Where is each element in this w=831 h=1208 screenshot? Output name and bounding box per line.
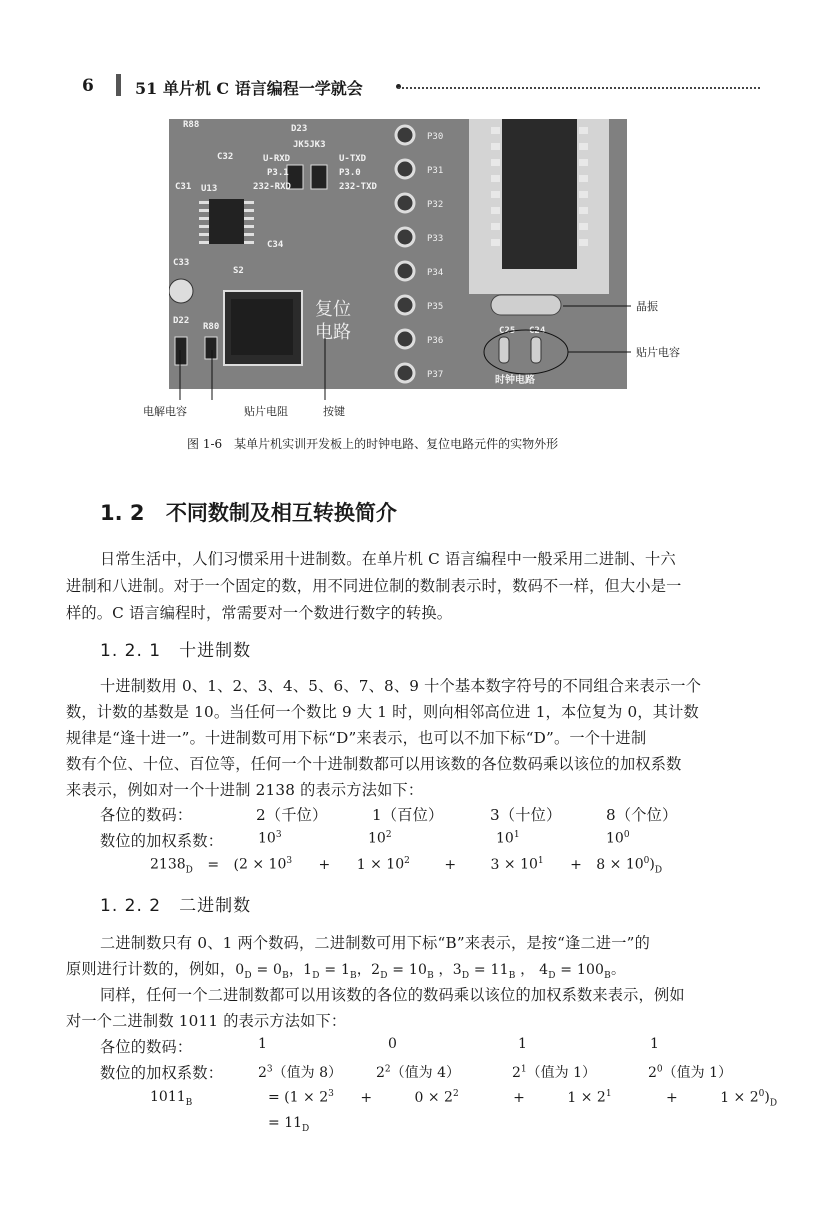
- silk-label: S2: [233, 266, 244, 276]
- decimal-equation: $2138_D = (2 \times 10^3 + 1 \times 10^2 + 3 \times 10^1 + 8 \times 10^0)_D$: [150, 856, 663, 876]
- silk-label: C25: [499, 326, 516, 336]
- pin-label: P32: [427, 200, 444, 210]
- binary-result: = $11_D$: [268, 1115, 310, 1134]
- silk-label: U13: [201, 184, 218, 194]
- binary-equation-lhs: $1011_B$: [150, 1089, 193, 1108]
- binary-weights-label: 数位的加权系数：: [100, 1064, 224, 1082]
- silk-label: 232-RXD: [253, 182, 291, 192]
- decimal-line: 十进制数用 0、1、2、3、4、5、6、7、8、9 十个基本数字符号的不同组合来表示一个: [100, 677, 702, 695]
- decimal-digits-label: 各位的数码：: [100, 806, 193, 824]
- silk-label: U-RXD: [263, 154, 291, 164]
- silk-label: C31: [175, 182, 192, 192]
- pin-label: P36: [427, 336, 444, 346]
- intro-line: 日常生活中，人们习惯采用十进制数。在单片机 C 语言编程中一般采用二进制、十六: [100, 550, 676, 568]
- binary-weight: $2^1$（值为 1）: [512, 1064, 597, 1081]
- silk-label: P3.0: [339, 168, 361, 178]
- reset-circuit-label: 复位: [315, 299, 351, 320]
- intro-line: 样的。C 语言编程时，常需要对一个数进行数字的转换。: [66, 604, 453, 622]
- section-heading: [100, 497, 397, 527]
- decimal-digit: 3（十位）: [490, 806, 562, 824]
- silk-label: C32: [217, 152, 234, 162]
- board-photo-drawing: [169, 119, 627, 389]
- silk-label: R80: [203, 322, 220, 332]
- binary-line: 二进制数只有 0、1 两个数码，二进制数可用下标“B”来表示，是按“逢二进一”的: [100, 934, 651, 952]
- callout-smd-capacitor: 贴片电容: [636, 346, 680, 359]
- electrolytic-cap: [169, 279, 193, 303]
- binary-weight: $2^0$（值为 1）: [648, 1064, 733, 1081]
- silk-label: C34: [267, 240, 284, 250]
- pin-label: P33: [427, 234, 444, 244]
- decimal-weight: $10^3$: [258, 830, 282, 847]
- pin-label: P30: [427, 132, 444, 142]
- header-rule: [398, 87, 760, 89]
- binary-digit: 1: [518, 1036, 527, 1052]
- callout-electrolytic-capacitor: 电解电容: [143, 405, 187, 418]
- binary-digits-label: 各位的数码：: [100, 1038, 193, 1056]
- silk-label: R88: [183, 120, 200, 130]
- pin-label: P34: [427, 268, 444, 278]
- reset-circuit-label: 电路: [315, 322, 351, 343]
- decimal-weights-label: 数位的加权系数：: [100, 832, 224, 850]
- decimal-line: 数有个位、十位、百位等，任何一个十进制数都可以用该数的各位数码乘以该位的加权系数: [66, 755, 682, 773]
- callout-smd-resistor: 贴片电阻: [244, 405, 288, 418]
- section-number: 1. 2: [100, 501, 145, 525]
- header-bar: [116, 74, 121, 96]
- silk-label: D22: [173, 316, 190, 326]
- binary-examples: $0_D = 0_B$，$1_D = 1_B$，$2_D = 10_B$ ，$3_D = 11_B$ ， $4_D = 100_B$。: [235, 962, 626, 981]
- silk-label: 232-TXD: [339, 182, 377, 192]
- decimal-weight: $10^1$: [496, 830, 520, 847]
- binary-line: 同样，任何一个二进制数都可以用该数的各位的数码乘以该位的加权系数来表示，例如: [100, 986, 685, 1004]
- subsection-heading-decimal: 1. 2. 1 十进制数: [100, 641, 252, 661]
- silk-label: C33: [173, 258, 190, 268]
- pin-label: P31: [427, 166, 444, 176]
- decimal-digit: 1（百位）: [372, 806, 444, 824]
- silk-label: C24: [529, 326, 546, 336]
- subsection-heading-binary: 1. 2. 2 二进制数: [100, 896, 252, 916]
- binary-line: 原则进行计数的，例如，$0_D = 0_B$，$1_D = 1_B$，$2_D = 10_B$ ，$3_D = 11_B$ ， $4_D = 100_B$。: [66, 960, 626, 981]
- binary-weight: $2^2$（值为 4）: [376, 1064, 461, 1081]
- mcu-chip: [502, 119, 577, 269]
- binary-weight: $2^3$（值为 8）: [258, 1064, 343, 1081]
- decimal-digit: 8（个位）: [606, 806, 678, 824]
- binary-digit: 1: [258, 1036, 267, 1052]
- u13-chip: [209, 199, 244, 244]
- figure-caption: 图 1-6 某单片机实训开发板上的时钟电路、复位电路元件的实物外形: [187, 437, 559, 451]
- decimal-digit: 2（千位）: [256, 806, 328, 824]
- silk-label: D23: [291, 124, 308, 134]
- board-photo: [169, 119, 627, 389]
- pin-label: P35: [427, 302, 444, 312]
- page-number: 6: [82, 76, 94, 96]
- decimal-line: 数，计数的基数是 10。当任何一个数比 9 大 1 时，则向相邻高位进 1，本位复为 0，其计数: [66, 703, 699, 721]
- silk-label: 时钟电路: [495, 375, 535, 386]
- decimal-weight: $10^0$: [606, 830, 630, 847]
- section-title: 不同数制及相互转换简介: [165, 501, 397, 525]
- decimal-weight: $10^2$: [368, 830, 392, 847]
- book-title: 51 单片机 C 语言编程一学就会: [135, 79, 363, 98]
- binary-digit: 0: [388, 1036, 397, 1052]
- silk-label: JK5JK3: [293, 140, 326, 150]
- silk-label: U-TXD: [339, 154, 367, 164]
- crystal-oscillator: [491, 295, 561, 315]
- binary-equation: = $(1 \times 2^3 + 0 \times 2^2 + 1 \times 2^1 + 1 \times 2^0)_D$: [268, 1089, 778, 1109]
- silk-label: P3.1: [267, 168, 289, 178]
- callout-crystal: 晶振: [636, 300, 658, 313]
- binary-digit: 1: [650, 1036, 659, 1052]
- pin-label: P37: [427, 370, 444, 380]
- binary-line: 对一个二进制数 1011 的表示方法如下：: [66, 1012, 347, 1030]
- decimal-line: 规律是“逢十进一”。十进制数可用下标“D”来表示，也可以不加下标“D”。一个十进制: [66, 729, 647, 747]
- callout-button: 按键: [323, 405, 345, 418]
- decimal-line: 来表示，例如对一个十进制 2138 的表示方法如下：: [66, 781, 424, 799]
- intro-line: 进制和八进制。对于一个固定的数，用不同进位制的数制表示时，数码不一样，但大小是一: [66, 577, 682, 595]
